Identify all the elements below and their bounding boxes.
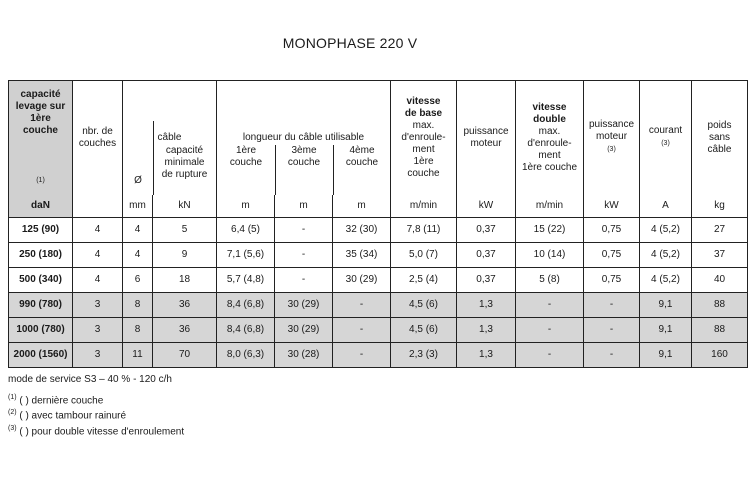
table-cell: 37 (692, 242, 748, 267)
table-cell: 30 (28) (275, 342, 333, 367)
table-cell: 4 (123, 217, 153, 242)
table-body (9, 217, 748, 367)
unit-cell: m/min (516, 195, 584, 218)
header-puissance: puissance moteur (457, 81, 516, 195)
table-cell: 30 (29) (275, 317, 333, 342)
table-cell: 4 (73, 217, 123, 242)
table-cell: 7,1 (5,6) (217, 242, 275, 267)
table-cell: 70 (153, 342, 217, 367)
table-cell: 88 (692, 317, 748, 342)
table-cell: - (584, 317, 640, 342)
capacity-cell: 1000 (780) (9, 317, 73, 342)
table-cell: 9,1 (640, 317, 692, 342)
footnote-2: $^{(2)}$ ( ) avec tambour rainuré (8, 409, 127, 422)
table-cell: 4,5 (6) (391, 292, 457, 317)
unit-cell: kW (457, 195, 516, 218)
unit-cell (73, 195, 123, 218)
table-cell: 160 (692, 342, 748, 367)
unit-cell: kN (153, 195, 217, 218)
table-cell: 3 (73, 292, 123, 317)
table-row (9, 292, 748, 317)
table-cell: 36 (153, 292, 217, 317)
table-cell: 9 (153, 242, 217, 267)
capacity-cell: 125 (90) (9, 217, 73, 242)
table-cell: 3 (73, 342, 123, 367)
table-cell: 10 (14) (516, 242, 584, 267)
table-cell: 1,3 (457, 342, 516, 367)
table-cell: 1,3 (457, 292, 516, 317)
table-cell: 4 (123, 242, 153, 267)
spec-table (8, 80, 748, 368)
table-row (9, 217, 748, 242)
table-cell: 0,75 (584, 242, 640, 267)
header-vitesse-base: vitesse de base max. d'enroule- ment 1ère couche (391, 81, 457, 195)
service-mode: mode de service S3 – 40 % - 120 c/h (8, 374, 172, 385)
capacity-cell: 990 (780) (9, 292, 73, 317)
table-cell: 4 (73, 242, 123, 267)
table-cell: - (584, 342, 640, 367)
unit-cell: m/min (391, 195, 457, 218)
footnote-1: $^{(1)}$ ( ) dernière couche (8, 394, 104, 407)
capacity-cell: 500 (340) (9, 267, 73, 292)
table-cell: 0,37 (457, 217, 516, 242)
table-cell: 1,3 (457, 317, 516, 342)
table-cell: 40 (692, 267, 748, 292)
table-cell: - (275, 217, 333, 242)
table-cell: 6,4 (5) (217, 217, 275, 242)
unit-cell: m (333, 195, 391, 218)
unit-cell: A (640, 195, 692, 218)
table-cell: 5 (153, 217, 217, 242)
header-capacite: capacité levage sur 1ère couche (1) (9, 81, 73, 195)
table-cell: 30 (29) (333, 267, 391, 292)
table-cell: 27 (692, 217, 748, 242)
header-puissance-double: puissance moteur (3) (584, 81, 640, 195)
table-cell: 4 (5,2) (640, 267, 692, 292)
table-cell: 35 (34) (333, 242, 391, 267)
table-cell: 8,4 (6,8) (217, 317, 275, 342)
header-poids: poids sans câble (692, 81, 748, 195)
table-cell: 3 (73, 317, 123, 342)
table-cell: 32 (30) (333, 217, 391, 242)
table-row (9, 342, 748, 367)
header-courant: courant (3) (640, 81, 692, 195)
footnote-3: $^{(3)}$ ( ) pour double vitesse d'enroulement (8, 424, 185, 437)
header-longueur: longueur du câble utilisable 1ère couche 3ème couche 4ème couche (217, 81, 391, 195)
units-row (9, 195, 748, 218)
table-cell: - (333, 342, 391, 367)
header-row (9, 81, 748, 195)
table-cell: 2,3 (3) (391, 342, 457, 367)
capacity-cell: 2000 (1560) (9, 342, 73, 367)
unit-cell: kg (692, 195, 748, 218)
header-capacite-rupture: capacité minimale de rupture (161, 145, 208, 180)
table-cell: - (516, 342, 584, 367)
table-cell: - (584, 292, 640, 317)
table-cell: 15 (22) (516, 217, 584, 242)
table-cell: 8 (123, 317, 153, 342)
table-cell: - (333, 317, 391, 342)
table-row (9, 242, 748, 267)
table-cell: 30 (29) (275, 292, 333, 317)
unit-cell: kW (584, 195, 640, 218)
table-cell: 0,37 (457, 242, 516, 267)
table-row (9, 317, 748, 342)
table-cell: - (333, 292, 391, 317)
table-cell: 0,75 (584, 267, 640, 292)
table-cell: 5,0 (7) (391, 242, 457, 267)
header-vitesse-double: vitesse double max. d'enroule- ment 1ère couche (516, 81, 584, 195)
header-nbr-couches: nbr. de couches (73, 81, 123, 195)
table-row (9, 267, 748, 292)
table-cell: - (275, 242, 333, 267)
table-cell: 4,5 (6) (391, 317, 457, 342)
table-cell: 6 (123, 267, 153, 292)
table-cell: 5,7 (4,8) (217, 267, 275, 292)
table-cell: 4 (73, 267, 123, 292)
table-cell: - (275, 267, 333, 292)
table-cell: 9,1 (640, 292, 692, 317)
page-title: MONOPHASE 220 V (282, 35, 418, 51)
unit-cell: m (275, 195, 333, 218)
table-cell: 36 (153, 317, 217, 342)
table-cell: 8,4 (6,8) (217, 292, 275, 317)
table-cell: 0,37 (457, 267, 516, 292)
table-cell: 2,5 (4) (391, 267, 457, 292)
table-cell: 88 (692, 292, 748, 317)
table-cell: 8,0 (6,3) (217, 342, 275, 367)
table-cell: 0,75 (584, 217, 640, 242)
table-cell: 4 (5,2) (640, 242, 692, 267)
table-cell: 5 (8) (516, 267, 584, 292)
table-cell: - (516, 317, 584, 342)
table-cell: 9,1 (640, 342, 692, 367)
table-cell: 11 (123, 342, 153, 367)
table-cell: 18 (153, 267, 217, 292)
unit-cell: daN (9, 195, 73, 218)
unit-cell: m (217, 195, 275, 218)
table-cell: - (516, 292, 584, 317)
capacity-cell: 250 (180) (9, 242, 73, 267)
header-cable: câble Ø capacité minimale de rupture (123, 81, 217, 195)
table-cell: 4 (5,2) (640, 217, 692, 242)
table-cell: 7,8 (11) (391, 217, 457, 242)
table-cell: 8 (123, 292, 153, 317)
unit-cell: mm (123, 195, 153, 218)
footnotes (8, 374, 184, 438)
